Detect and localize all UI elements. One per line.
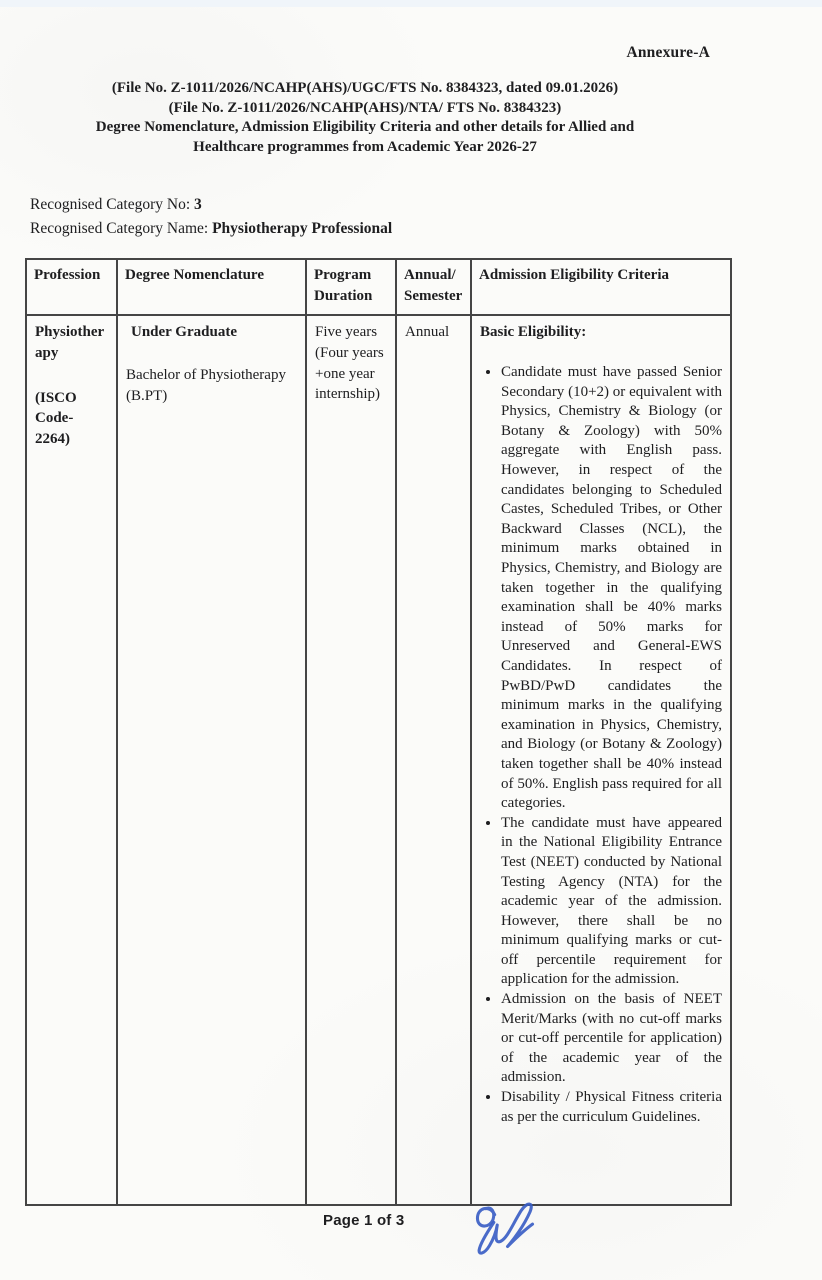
page-footer bbox=[0, 1206, 822, 1280]
column-header-program-duration: Program Duration bbox=[306, 259, 396, 315]
category-name-line bbox=[30, 217, 822, 241]
column-header-profession: Profession bbox=[26, 259, 117, 315]
subject-line-1: Degree Nomenclature, Admission Eligibility Criteria and other details for Allied and bbox=[95, 119, 635, 135]
file-number-line-1: (File No. Z-1011/2026/NCAHP(AHS)/UGC/FTS No. 8384323, dated 09.01.2026) bbox=[111, 80, 619, 96]
page-number: 1 bbox=[364, 1212, 373, 1229]
category-name-label: Recognised Category Name: bbox=[30, 220, 213, 237]
eligibility-bullet: • Admission on the basis of NEET Merit/Marks (with no cut-off marks or cut-off percentile for application) of the academic year of the admission. bbox=[501, 990, 722, 1088]
basic-eligibility-heading: Basic Eligibility: bbox=[480, 324, 587, 341]
category-block bbox=[30, 193, 822, 241]
eligibility-bullet-list bbox=[480, 363, 722, 1127]
eligibility-bullet: • The candidate must have appeared in the National Eligibility Entrance Test (NEET) conducted by National Testing Agency (NTA) for the academic year of the admission. However, there shall be no minimum qualifying marks or cut-off percentile requirement for application for the admission. bbox=[501, 814, 722, 990]
category-number-value: 3 bbox=[194, 196, 202, 213]
eligibility-table bbox=[25, 258, 732, 1206]
column-header-annual-semester: Annual/Semester bbox=[396, 259, 471, 315]
column-header-admission-eligibility: Admission Eligibility Criteria bbox=[471, 259, 731, 315]
degree-nomenclature-cell bbox=[117, 315, 306, 1205]
eligibility-bullet: • Candidate must have passed Senior Secondary (10+2) or equivalent with Physics, Chemistry & Biology (or Botany & Zoology) with 50% aggregate with English pass. However, in respect of the candidates belonging to Scheduled Castes, Scheduled Tribes, or Other Backward Classes (NCL), the minimum marks obtained in Physics, Chemistry, and Biology are taken together in the qualifying examination shall be 40% marks instead of 50% marks for Unreserved and General-EWS Candidates. In respect of PwBD/PwD candidates the minimum marks in the qualifying examination in Physics, Chemistry, and Biology (or Botany & Zoology) taken together shall be 40% instead of 50%. English pass required for all categories. bbox=[501, 363, 722, 814]
admission-eligibility-cell bbox=[471, 315, 731, 1205]
annual-semester-cell: Annual bbox=[396, 315, 471, 1205]
category-number-label: Recognised Category No: bbox=[30, 196, 195, 213]
isco-code: (ISCO Code-2264) bbox=[35, 389, 77, 448]
file-number-line-2: (File No. Z-1011/2026/NCAHP(AHS)/NTA/ FTS No. 8384323) bbox=[168, 99, 562, 116]
page-word: Page bbox=[323, 1212, 365, 1229]
page-number-label bbox=[323, 1212, 404, 1229]
eligibility-bullet: • Disability / Physical Fitness criteria as per the curriculum Guidelines. bbox=[501, 1088, 722, 1127]
column-header-degree-nomenclature: Degree Nomenclature bbox=[117, 259, 306, 315]
program-duration-cell: Five years (Four years +one year internship) bbox=[306, 315, 396, 1205]
subject-line-2: Healthcare programmes from Academic Year 2026-27 bbox=[193, 138, 537, 155]
category-number-line bbox=[30, 193, 822, 217]
annexure-label: Annexure-A bbox=[626, 44, 710, 61]
of-word: of bbox=[372, 1212, 396, 1229]
total-pages: 3 bbox=[395, 1212, 405, 1229]
category-name-value: Physiotherapy Professional bbox=[212, 220, 393, 237]
degree-level: Under Graduate bbox=[131, 324, 237, 341]
degree-name: Bachelor of Physiotherapy (B.PT) bbox=[126, 367, 286, 404]
profession-cell bbox=[26, 315, 117, 1205]
table-row bbox=[26, 315, 731, 1205]
document-header bbox=[0, 79, 730, 157]
profession-name: Physiotherapy bbox=[35, 324, 105, 362]
table-header-row bbox=[26, 259, 731, 315]
signature-mark bbox=[468, 1196, 554, 1266]
